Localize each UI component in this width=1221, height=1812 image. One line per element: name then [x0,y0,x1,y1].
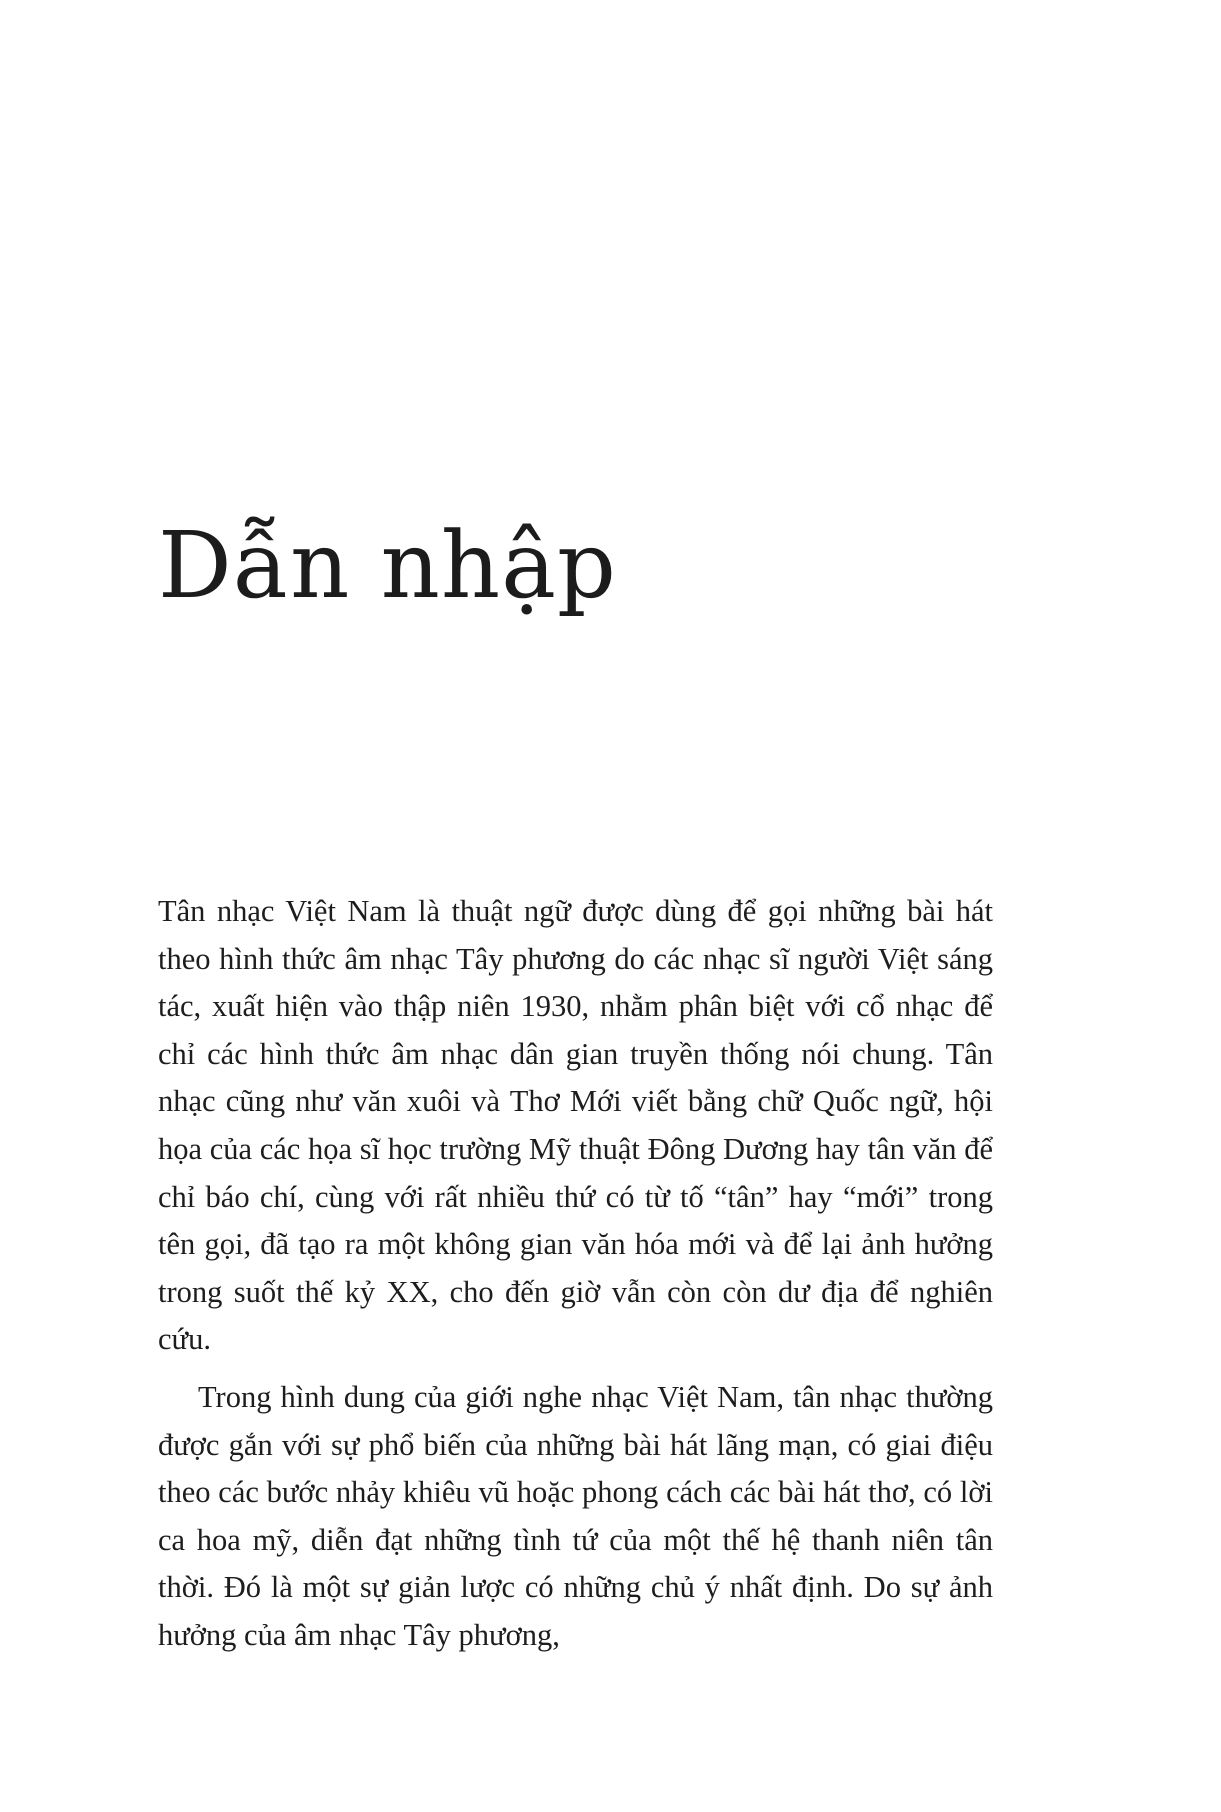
paragraph-1: Tân nhạc Việt Nam là thuật ngữ được dùng để gọi những bài hát theo hình thức âm nhạc Tây phương do các nhạc sĩ người Việt sáng tác, xuất hiện vào thập niên 1930, nhằm phân biệt với cổ nhạc để chỉ các hình thức âm nhạc dân gian truyền thống nói chung. Tân nhạc cũng như văn xuôi và Thơ Mới viết bằng chữ Quốc ngữ, hội họa của các họa sĩ học trường Mỹ thuật Đông Dương hay tân văn để chỉ báo chí, cùng với rất nhiều thứ có từ tố “tân” hay “mới” trong tên gọi, đã tạo ra một không gian văn hóa mới và để lại ảnh hưởng trong suốt thế kỷ XX, cho đến giờ vẫn còn còn dư địa để nghiên cứu. [158,894,993,1357]
paragraph-2: Trong hình dung của giới nghe nhạc Việt Nam, tân nhạc thường được gắn với sự phổ biến của những bài hát lãng mạn, có giai điệu theo các bước nhảy khiêu vũ hoặc phong cách các bài hát thơ, có lời ca hoa mỹ, diễn đạt những tình tứ của một thế hệ thanh niên tân thời. Đó là một sự giản lược có những chủ ý nhất định. Do sự ảnh hưởng của âm nhạc Tây phương, [158,1379,993,1652]
body-text [158,888,993,1660]
chapter-title: Dẫn nhập [158,512,617,619]
